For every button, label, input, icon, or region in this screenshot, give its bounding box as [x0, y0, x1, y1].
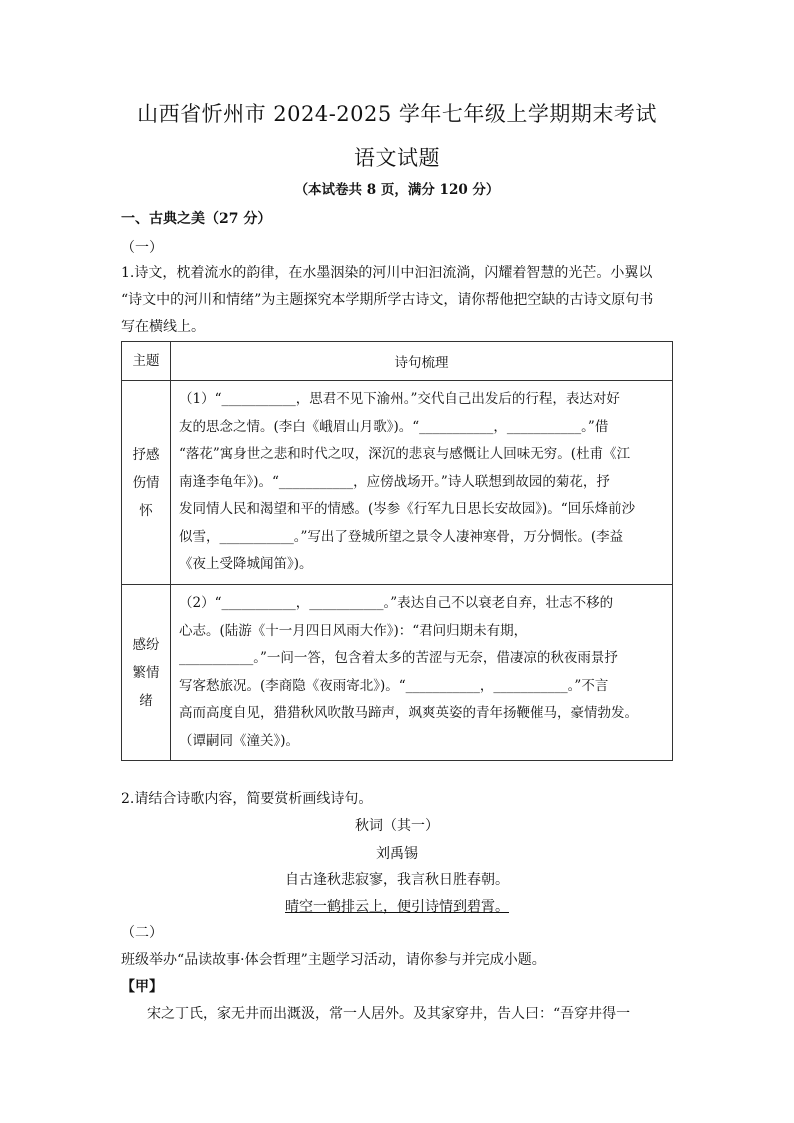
poem-title: 秋词（其一）: [355, 818, 439, 834]
exam-subtitle: 语文试题: [354, 146, 440, 170]
poem-author: 刘禹锡: [376, 846, 418, 862]
lines-cell: [171, 585, 673, 761]
poem-table: [121, 341, 673, 761]
table-line: （谭嗣同《潼关》)。: [179, 732, 300, 749]
section-heading: 一、古典之美（27 分）: [121, 211, 272, 227]
exam-note: （本试卷共 8 页，满分 120 分）: [294, 182, 500, 198]
question-1-line: 1.诗文，枕着流水的韵律，在水墨洇染的河川中汩汩流淌，闪耀着智慧的光芒。小翼以: [121, 265, 653, 281]
topic-text: 抒感伤情怀: [132, 446, 160, 519]
table-line: 友的思念之情。(李白《峨眉山月歌》)。“___________，___________。”借: [179, 418, 609, 435]
table-line: “落花”寓身世之悲和时代之叹，深沉的悲哀与感慨让人回味无穷。(杜甫《江: [179, 446, 631, 463]
table-line: 高而高度自见，猎猎秋风吹散马蹄声，飒爽英姿的青年扬鞭催马，豪情勃发。: [179, 705, 638, 721]
part-one-label: （一）: [121, 240, 163, 256]
table-line: （1）“___________，思君不见下渝州。”交代自己出发后的行程，表达对好: [179, 391, 620, 408]
question-1-line: “诗文中的河川和情绪”为主题探究本学期所学古诗文，请你帮他把空缺的古诗文原句书: [121, 292, 654, 308]
passage-text: 宋之丁氏，家无井而出溉汲，常一人居外。及其家穿井，告人曰：“吾穿井得一: [147, 1006, 631, 1022]
passage-label: 【甲】: [121, 979, 163, 995]
activity-intro: 班级举办“品读故事·体会哲理”主题学习活动，请你参与并完成小题。: [121, 952, 546, 968]
part-two-label: （二）: [121, 925, 163, 941]
table-header-lines: 诗句梳理: [171, 342, 673, 381]
topic-text: 感纷繁情绪: [132, 636, 160, 709]
table-line: 写客愁旅况。(李商隐《夜雨寄北》)。“___________，___________。”不言: [179, 677, 609, 694]
question-1-line: 写在横线上。: [121, 319, 205, 335]
table-line: （2）“___________，___________。”表达自己不以衰老自弃，壮志不移的: [179, 595, 614, 611]
lines-cell: [171, 381, 673, 585]
question-2: 2.请结合诗歌内容，简要赏析画线诗句。: [121, 791, 373, 807]
table-line: 南逢李龟年》)。“___________，应傍战场开。”诗人联想到故园的菊花，抒: [179, 473, 610, 490]
table-line: 似雪，___________。”写出了登城所望之景令人凄神寒骨，万分惆怅。(李益: [179, 528, 624, 545]
table-line: 发同情人民和渴望和平的情感。(岑参《行军九日思长安故园》)。“回乐烽前沙: [179, 501, 636, 518]
topic-cell: [122, 381, 171, 585]
table-line: 心志。(陆游《十一月四日风雨大作》)：“君问归期未有期，: [179, 622, 528, 639]
poem-line-2-underlined: 晴空一鹤排云上，便引诗情到碧霄。: [285, 899, 509, 915]
exam-title: 山西省忻州市 2024-2025 学年七年级上学期期末考试: [137, 102, 657, 126]
table-header-topic: 主题: [122, 342, 171, 381]
table-line: ___________。”一问一答，包含着太多的苦涩与无奈，借凄凉的秋夜雨景抒: [179, 650, 618, 666]
table-line: 《夜上受降城闻笛》)。: [179, 556, 313, 573]
topic-cell: [122, 585, 171, 761]
poem-line-1: 自古逢秋悲寂寥，我言秋日胜春朝。: [285, 872, 509, 888]
